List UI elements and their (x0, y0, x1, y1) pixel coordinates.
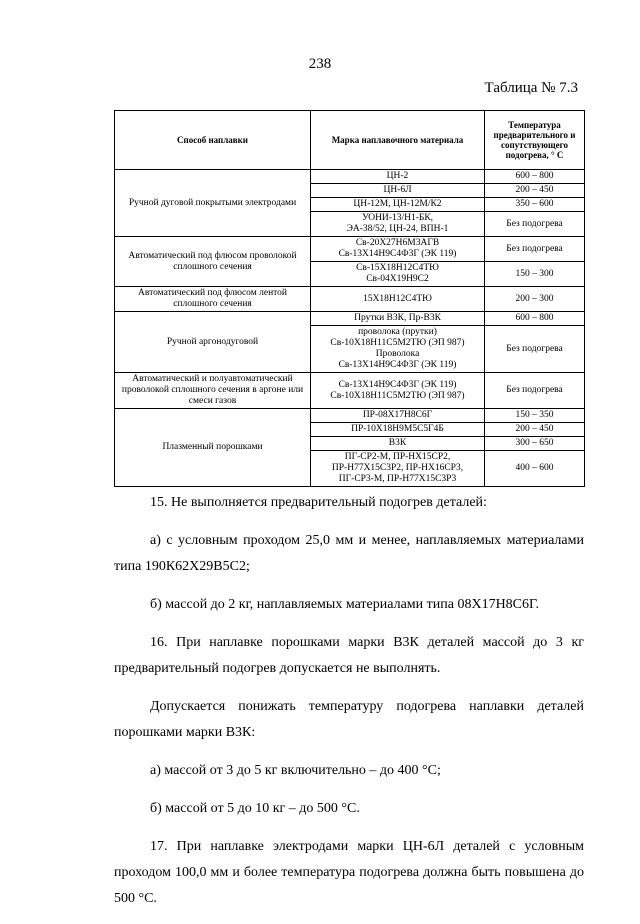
material-cell (311, 423, 485, 437)
table-row (115, 312, 585, 326)
material-line: Св-04Х19Н9С2 (366, 274, 429, 284)
material-line: Проволока (375, 349, 420, 359)
material-cell (311, 312, 485, 326)
temperature-cell: 600 – 800 (485, 312, 585, 326)
material-line: Св-13Х14Н9С4Ф3Г (ЭК 119) (338, 249, 457, 259)
table-row (115, 170, 585, 184)
material-line: Св-15Х18Н12С4ТЮ (356, 263, 439, 273)
material-cell (311, 170, 485, 184)
material-line: Св-10Х18Н11С5М2ТЮ (ЭП 987) (330, 338, 465, 348)
material-line: УОНИ-13/Н1-БК, (361, 213, 434, 223)
temperature-cell: 300 – 650 (485, 437, 585, 451)
material-line: проволока (прутки) (358, 327, 437, 337)
material-line: ЦН-6Л (383, 185, 412, 195)
table-row (115, 373, 585, 409)
temperature-cell: 200 – 300 (485, 287, 585, 312)
temperature-cell: 600 – 800 (485, 170, 585, 184)
temperature-cell: 200 – 450 (485, 423, 585, 437)
material-line: Прутки В3К, Пр-В3К (354, 313, 441, 323)
paragraph-17: 17. При наплавке электродами марки ЦН-6Л деталей с условным проходом 100,0 мм и более температура подогрева должна быть повышена до 500 °С. (114, 839, 584, 906)
material-cell (311, 437, 485, 451)
paragraph-16: 16. При наплавке порошками марки В3К деталей массой до 3 кг предварительный подогрев допускается не выполнять. (114, 635, 584, 676)
header-method: Способ наплавки (115, 111, 311, 170)
material-line: ПР-08Х17Н8С6Г (362, 410, 433, 420)
paragraph-16b: б) массой от 5 до 10 кг – до 500 °С. (150, 801, 360, 816)
material-line: ЦН-2 (386, 171, 409, 181)
surfacing-table (114, 110, 585, 487)
material-cell (311, 198, 485, 212)
material-cell (311, 184, 485, 198)
header-temperature: Температура предварительного и сопутствующего подогрева, ° С (485, 111, 585, 170)
method-cell: Плазменный порошками (115, 409, 311, 487)
material-cell (311, 212, 485, 237)
temperature-cell: 150 – 300 (485, 262, 585, 287)
method-cell: Автоматический под флюсом лентой сплошного сечения (115, 287, 311, 312)
temperature-cell: 150 – 350 (485, 409, 585, 423)
paragraph-15: 15. Не выполняется предварительный подогрев деталей: (150, 495, 487, 510)
temperature-cell: Без подогрева (485, 212, 585, 237)
method-cell: Ручной дуговой покрытыми электродами (115, 170, 311, 237)
material-cell (311, 451, 485, 487)
material-cell (311, 373, 485, 409)
header-material: Марка наплавочного материала (311, 111, 485, 170)
temperature-cell: 400 – 600 (485, 451, 585, 487)
table-caption: Таблица № 7.3 (484, 80, 578, 96)
method-cell: Автоматический под флюсом проволокой сплошного сечения (115, 237, 311, 287)
material-line: ЦН-12М, ЦН-12М/К2 (353, 199, 442, 209)
paragraph-15b: б) массой до 2 кг, наплавляемых материалами типа 08Х17Н8С6Г. (150, 597, 540, 612)
material-line: ЭА-38/52, ЦН-24, ВПН-1 (346, 224, 449, 234)
temperature-cell: Без подогрева (485, 373, 585, 409)
paragraph-16-note: Допускается понижать температуру подогрева наплавки деталей порошками марки В3К: (114, 699, 584, 740)
temperature-cell: Без подогрева (485, 237, 585, 262)
material-line: Св-13Х14Н9С4Ф3Г (ЭК 119) (338, 379, 457, 390)
method-cell: Автоматический и полуавтоматический проволокой сплошного сечения в аргоне или смеси газов (115, 373, 311, 409)
material-line: ПГ-СР2-М, ПР-НХ15СР2, (344, 452, 451, 462)
material-cell (311, 237, 485, 262)
temperature-cell: 200 – 450 (485, 184, 585, 198)
table-row (115, 409, 585, 423)
temperature-cell: Без подогрева (485, 326, 585, 373)
table-row (115, 237, 585, 262)
table-body (115, 170, 585, 487)
material-cell (311, 326, 485, 373)
paragraph-15a: а) с условным проходом 25,0 мм и менее, наплавляемых материалами типа 190К62Х29В5С2; (114, 533, 584, 574)
body-text (114, 490, 584, 924)
material-line: ПР-Н77Х15С3Р2, ПР-НХ16СР3, (331, 463, 464, 473)
paragraph-16a: а) массой от 3 до 5 кг включительно – до 400 °С; (150, 763, 441, 778)
table-header-row (115, 111, 585, 170)
material-line: Св-20Х27Н6М3АГВ (355, 238, 440, 248)
table-row (115, 287, 585, 312)
material-cell (311, 262, 485, 287)
material-line: Св-13Х14Н9С4Ф3Г (ЭК 119) (338, 360, 457, 370)
material-line: ПР-10Х18Н9М5С5Г4Б (351, 424, 444, 434)
method-cell: Ручной аргонодуговой (115, 312, 311, 373)
material-line: Св-10Х18Н11С5М2ТЮ (ЭП 987) (330, 390, 465, 401)
material-line: ПГ-СР3-М, ПР-Н77Х15С3Р3 (338, 474, 457, 484)
temperature-cell: 350 – 600 (485, 198, 585, 212)
material-cell (311, 287, 485, 312)
material-cell (311, 409, 485, 423)
material-line: В3К (388, 438, 407, 448)
page-number: 238 (308, 56, 332, 72)
material-line: 15Х18Н12С4ТЮ (363, 293, 432, 304)
